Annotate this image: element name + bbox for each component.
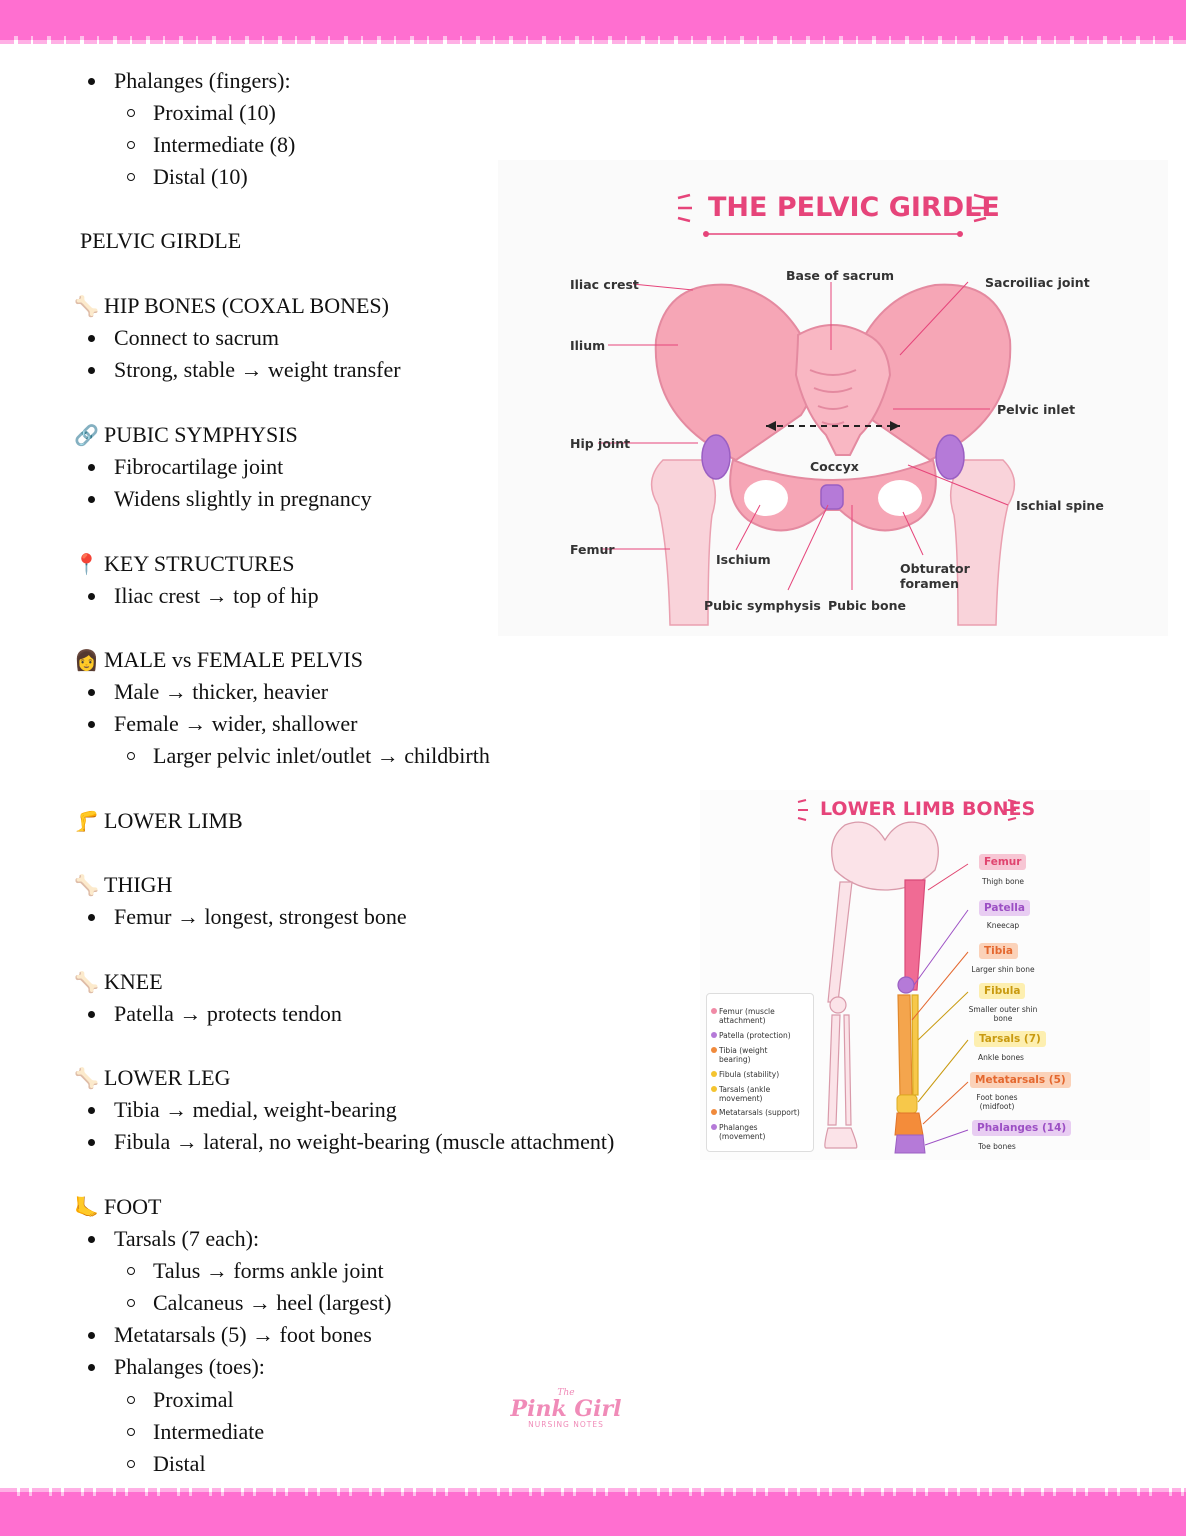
tag-fibula: Fibula xyxy=(979,983,1025,999)
health-worker-icon: 👩 xyxy=(74,650,99,672)
tag-tarsals: Tarsals (7) xyxy=(974,1031,1046,1047)
list-item: Tarsals (7 each): xyxy=(114,1225,259,1253)
list-subitem: Talus → forms ankle joint xyxy=(153,1257,384,1285)
label-pubic-symphysis: Pubic symphysis xyxy=(704,598,821,613)
label-foramen: foramen xyxy=(900,576,960,591)
tag-phalanges: Phalanges (14) xyxy=(972,1120,1071,1136)
tag-femur: Femur xyxy=(979,854,1026,870)
tag-tarsals-sub: Ankle bones xyxy=(978,1053,1024,1062)
legend-item: Phalanges (movement) xyxy=(719,1123,801,1141)
legend-item: Tibia (weight bearing) xyxy=(719,1046,801,1064)
list-subitem: Proximal xyxy=(153,1386,234,1414)
fingers-item: Distal (10) xyxy=(153,163,248,191)
list-item: Femur → longest, strongest bone xyxy=(114,903,407,931)
fingers-item: Intermediate (8) xyxy=(153,131,295,159)
label-pubic-bone: Pubic bone xyxy=(828,598,906,613)
logo-line3: NURSING NOTES xyxy=(528,1420,604,1429)
tag-patella: Patella xyxy=(979,900,1030,916)
foot-heading: 🦶 FOOT xyxy=(74,1193,161,1222)
tag-femur-sub: Thigh bone xyxy=(981,877,1025,886)
list-subitem: Intermediate xyxy=(153,1418,264,1446)
label-pelvic-inlet: Pelvic inlet xyxy=(997,402,1076,417)
list-item: Widens slightly in pregnancy xyxy=(114,485,372,513)
tag-patella-sub: Kneecap xyxy=(986,921,1020,930)
tag-tibia: Tibia xyxy=(979,943,1018,959)
hip-bones-heading: 🦴 HIP BONES (COXAL BONES) xyxy=(74,292,389,321)
list-subitem: Larger pelvic inlet/outlet → childbirth xyxy=(153,742,490,770)
link-icon: 🔗 xyxy=(74,425,99,447)
legend-item: Tarsals (ankle movement) xyxy=(719,1085,801,1103)
tag-fibula-sub: Smaller outer shin bone xyxy=(968,1005,1038,1023)
pin-icon: 📍 xyxy=(74,554,99,576)
label-ischium: Ischium xyxy=(716,552,771,567)
tag-tibia-sub: Larger shin bone xyxy=(971,965,1035,974)
bottom-pink-border xyxy=(0,1492,1186,1536)
pubic-symphysis-heading: 🔗 PUBIC SYMPHYSIS xyxy=(74,421,298,450)
list-item: Male → thicker, heavier xyxy=(114,678,328,706)
limb-diagram-title: LOWER LIMB BONES xyxy=(820,798,1036,820)
pink-girl-logo xyxy=(494,1388,638,1448)
top-pink-border xyxy=(0,0,1186,40)
tag-phalanges-sub: Toe bones xyxy=(978,1142,1016,1151)
bone-icon: 🦴 xyxy=(74,875,99,897)
bone-icon: 🦴 xyxy=(74,296,99,318)
legend-item: Femur (muscle attachment) xyxy=(719,1007,801,1025)
bone-icon: 🦴 xyxy=(74,1068,99,1090)
bone-icon: 🦴 xyxy=(74,972,99,994)
label-ischial-spine: Ischial spine xyxy=(1016,498,1104,513)
fingers-item: Proximal (10) xyxy=(153,99,276,127)
pelvic-girdle-heading: PELVIC GIRDLE xyxy=(80,228,242,253)
label-femur: Femur xyxy=(570,542,615,557)
label-base-of-sacrum: Base of sacrum xyxy=(786,268,894,283)
label-ilium: Ilium xyxy=(570,338,606,353)
list-subitem: Distal xyxy=(153,1450,206,1478)
knee-heading: 🦴 KNEE xyxy=(74,968,163,997)
pelvic-girdle-diagram xyxy=(498,160,1168,636)
list-item: Tibia → medial, weight-bearing xyxy=(114,1096,397,1124)
logo-line2: Pink Girl xyxy=(510,1396,622,1422)
leg-icon: 🦵 xyxy=(74,811,99,833)
male-female-heading: 👩 MALE vs FEMALE PELVIS xyxy=(74,646,363,675)
legend-item: Patella (protection) xyxy=(719,1031,801,1040)
limb-legend xyxy=(706,993,814,1152)
pelvis-illustration xyxy=(498,160,1168,636)
label-sacroiliac-joint: Sacroiliac joint xyxy=(985,275,1090,290)
tag-metatarsals-sub: Foot bones (midfoot) xyxy=(976,1093,1018,1111)
label-iliac-crest: Iliac crest xyxy=(570,277,639,292)
lower-leg-heading: 🦴 LOWER LEG xyxy=(74,1064,230,1093)
list-item: Strong, stable → weight transfer xyxy=(114,356,401,384)
pelvic-diagram-title: THE PELVIC GIRDLE xyxy=(708,192,1000,223)
list-item: Phalanges (toes): xyxy=(114,1353,265,1381)
label-hip-joint: Hip joint xyxy=(570,436,631,451)
list-subitem: Calcaneus → heel (largest) xyxy=(153,1289,391,1317)
list-item: Connect to sacrum xyxy=(114,324,279,352)
logo-line1: The xyxy=(557,1388,575,1398)
tag-metatarsals: Metatarsals (5) xyxy=(970,1072,1071,1088)
legend-item: Fibula (stability) xyxy=(719,1070,801,1079)
label-coccyx: Coccyx xyxy=(810,459,859,474)
list-item: Metatarsals (5) → foot bones xyxy=(114,1321,372,1349)
key-structures-heading: 📍 KEY STRUCTURES xyxy=(74,550,294,579)
list-item: Fibrocartilage joint xyxy=(114,453,283,481)
list-item: Fibula → lateral, no weight-bearing (muscle attachment) xyxy=(114,1128,614,1156)
foot-icon: 🦶 xyxy=(74,1197,99,1219)
list-item: Patella → protects tendon xyxy=(114,1000,342,1028)
lower-limb-heading: 🦵 LOWER LIMB xyxy=(74,807,243,836)
list-item: Iliac crest → top of hip xyxy=(114,582,319,610)
label-obturator: Obturator xyxy=(900,561,970,576)
fingers-title: Phalanges (fingers): xyxy=(114,67,291,95)
thigh-heading: 🦴 THIGH xyxy=(74,871,172,900)
list-item: Female → wider, shallower xyxy=(114,710,358,738)
legend-item: Metatarsals (support) xyxy=(719,1108,801,1117)
